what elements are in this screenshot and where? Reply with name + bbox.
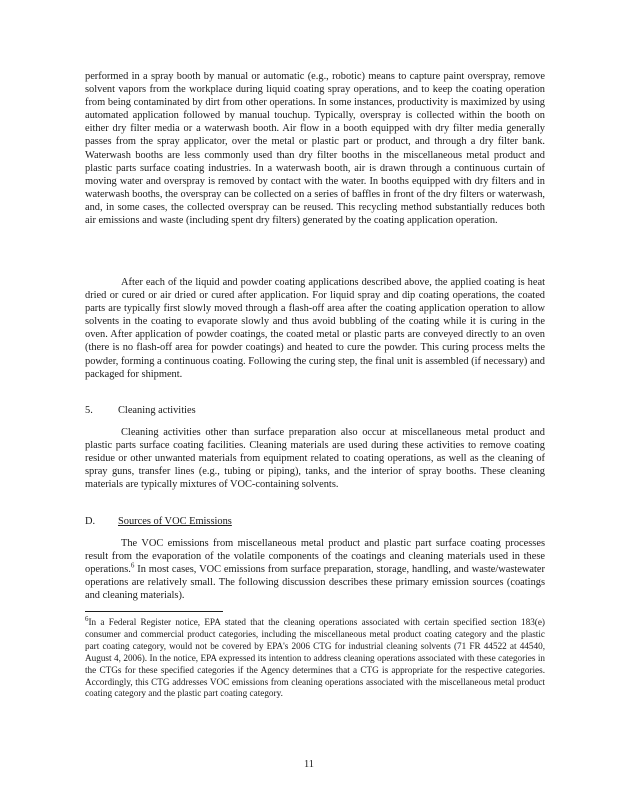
paragraph-text: In most cases, VOC emissions from surface preparation, storage, handling, and waste/wastewater operations are relatively small. The following discussion describes these primary emission sources (coatings and cleaning materials). — [85, 564, 545, 602]
section-title: Cleaning activities — [118, 405, 196, 416]
section-title: Sources of VOC Emissions — [118, 516, 232, 527]
footnote-text: In a Federal Register notice, EPA stated that the cleaning operations associated with certain specified section 183(e) consumer and commercial product categories, including the miscellaneous metal product coating category and the plastic part coating category, would not be covered by EPA's 2006 CTG for industrial cleaning solvents (71 FR 44522 at 44540, August 4, 2006). In the notice, EPA expressed its intention to address cleaning operations associated with these categories in the CTGs for these specified categories if the Agency determines that a CTG is appropriate for the respective categories. Accordingly, this CTG addresses VOC emissions from cleaning operations associated with the miscellaneous metal product coating category and the plastic part coating category. — [85, 617, 545, 699]
section-number: D. — [85, 516, 96, 527]
page-number: 11 — [303, 759, 314, 770]
paragraph-voc-sources — [85, 537, 545, 602]
section-heading-cleaning — [85, 404, 196, 417]
paragraph-text: The VOC emissions from miscellaneous metal product and plastic part surface coating processes result from the evaporation of the volatile components of the coatings and cleaning materials used in these operations. — [85, 538, 545, 576]
footnote-separator — [85, 611, 223, 612]
footnote-reference: 6 — [130, 561, 135, 570]
paragraph-spray-booths: performed in a spray booth by manual or automatic (e.g., robotic) means to capture paint overspray, remove solvent vapors from the workplace during liquid coating spray operations, and to keep the coating operation from being contaminated by dirt from other operations. In some instances, productivity is maximized by using automated application followed by manual touchup. Typically, overspray is collected within the booth on either dry filter media or a waterwash booth. Air flow in a booth equipped with dry filter media generally passes from the spray applicator, over the metal or plastic part or product, and through a dry filter bank. Waterwash booths are less commonly used than dry filter booths in the miscellaneous metal product and plastic parts surface coating industries. In a waterwash booth, air is drawn through a continuous curtain of moving water and overspray is removed by contact with the water. In booths equipped with dry filters and in waterwash booths, the overspray can be collected on a series of baffles in front of the dry filters or waterwash, and, in some cases, the collected overspray can be reused. This recycling method substantially reduces both air emissions and waste (including spent dry filters) generated by the coating application operation. — [85, 71, 545, 227]
footnote — [85, 614, 545, 700]
paragraph-cleaning: Cleaning activities other than surface preparation also occur at miscellaneous metal product and plastic parts surface coating facilities. Cleaning materials are used during these activities to remove coating residue or other unwanted materials from equipment related to coating operations, as well as the cleaning of spray guns, transfer lines (e.g., tubing or piping), tanks, and the interior of spray booths. These cleaning materials are typically mixtures of VOC-containing solvents. — [85, 427, 545, 491]
footnote-marker: 6 — [85, 614, 89, 623]
paragraph-curing: After each of the liquid and powder coating applications described above, the applied coating is heat dried or cured or air dried or cured after application. For liquid spray and dip coating operations, the coated parts are typically first slowly moved through a flash-off area after the coating application operation to allow solvents in the coating to evaporate slowly and thus avoid bubbling of the coating while it is curing in the oven. After application of powder coatings, the coated metal or plastic parts are conveyed directly to an oven (there is no flash-off area for powder coatings) and heated to cure the powder. This curing process melts the powder, forming a continuous coating. Following the curing step, the final unit is assembled (if necessary) and packaged for shipment. — [85, 277, 545, 380]
section-number: 5. — [85, 405, 93, 416]
section-heading-sources — [85, 515, 232, 528]
